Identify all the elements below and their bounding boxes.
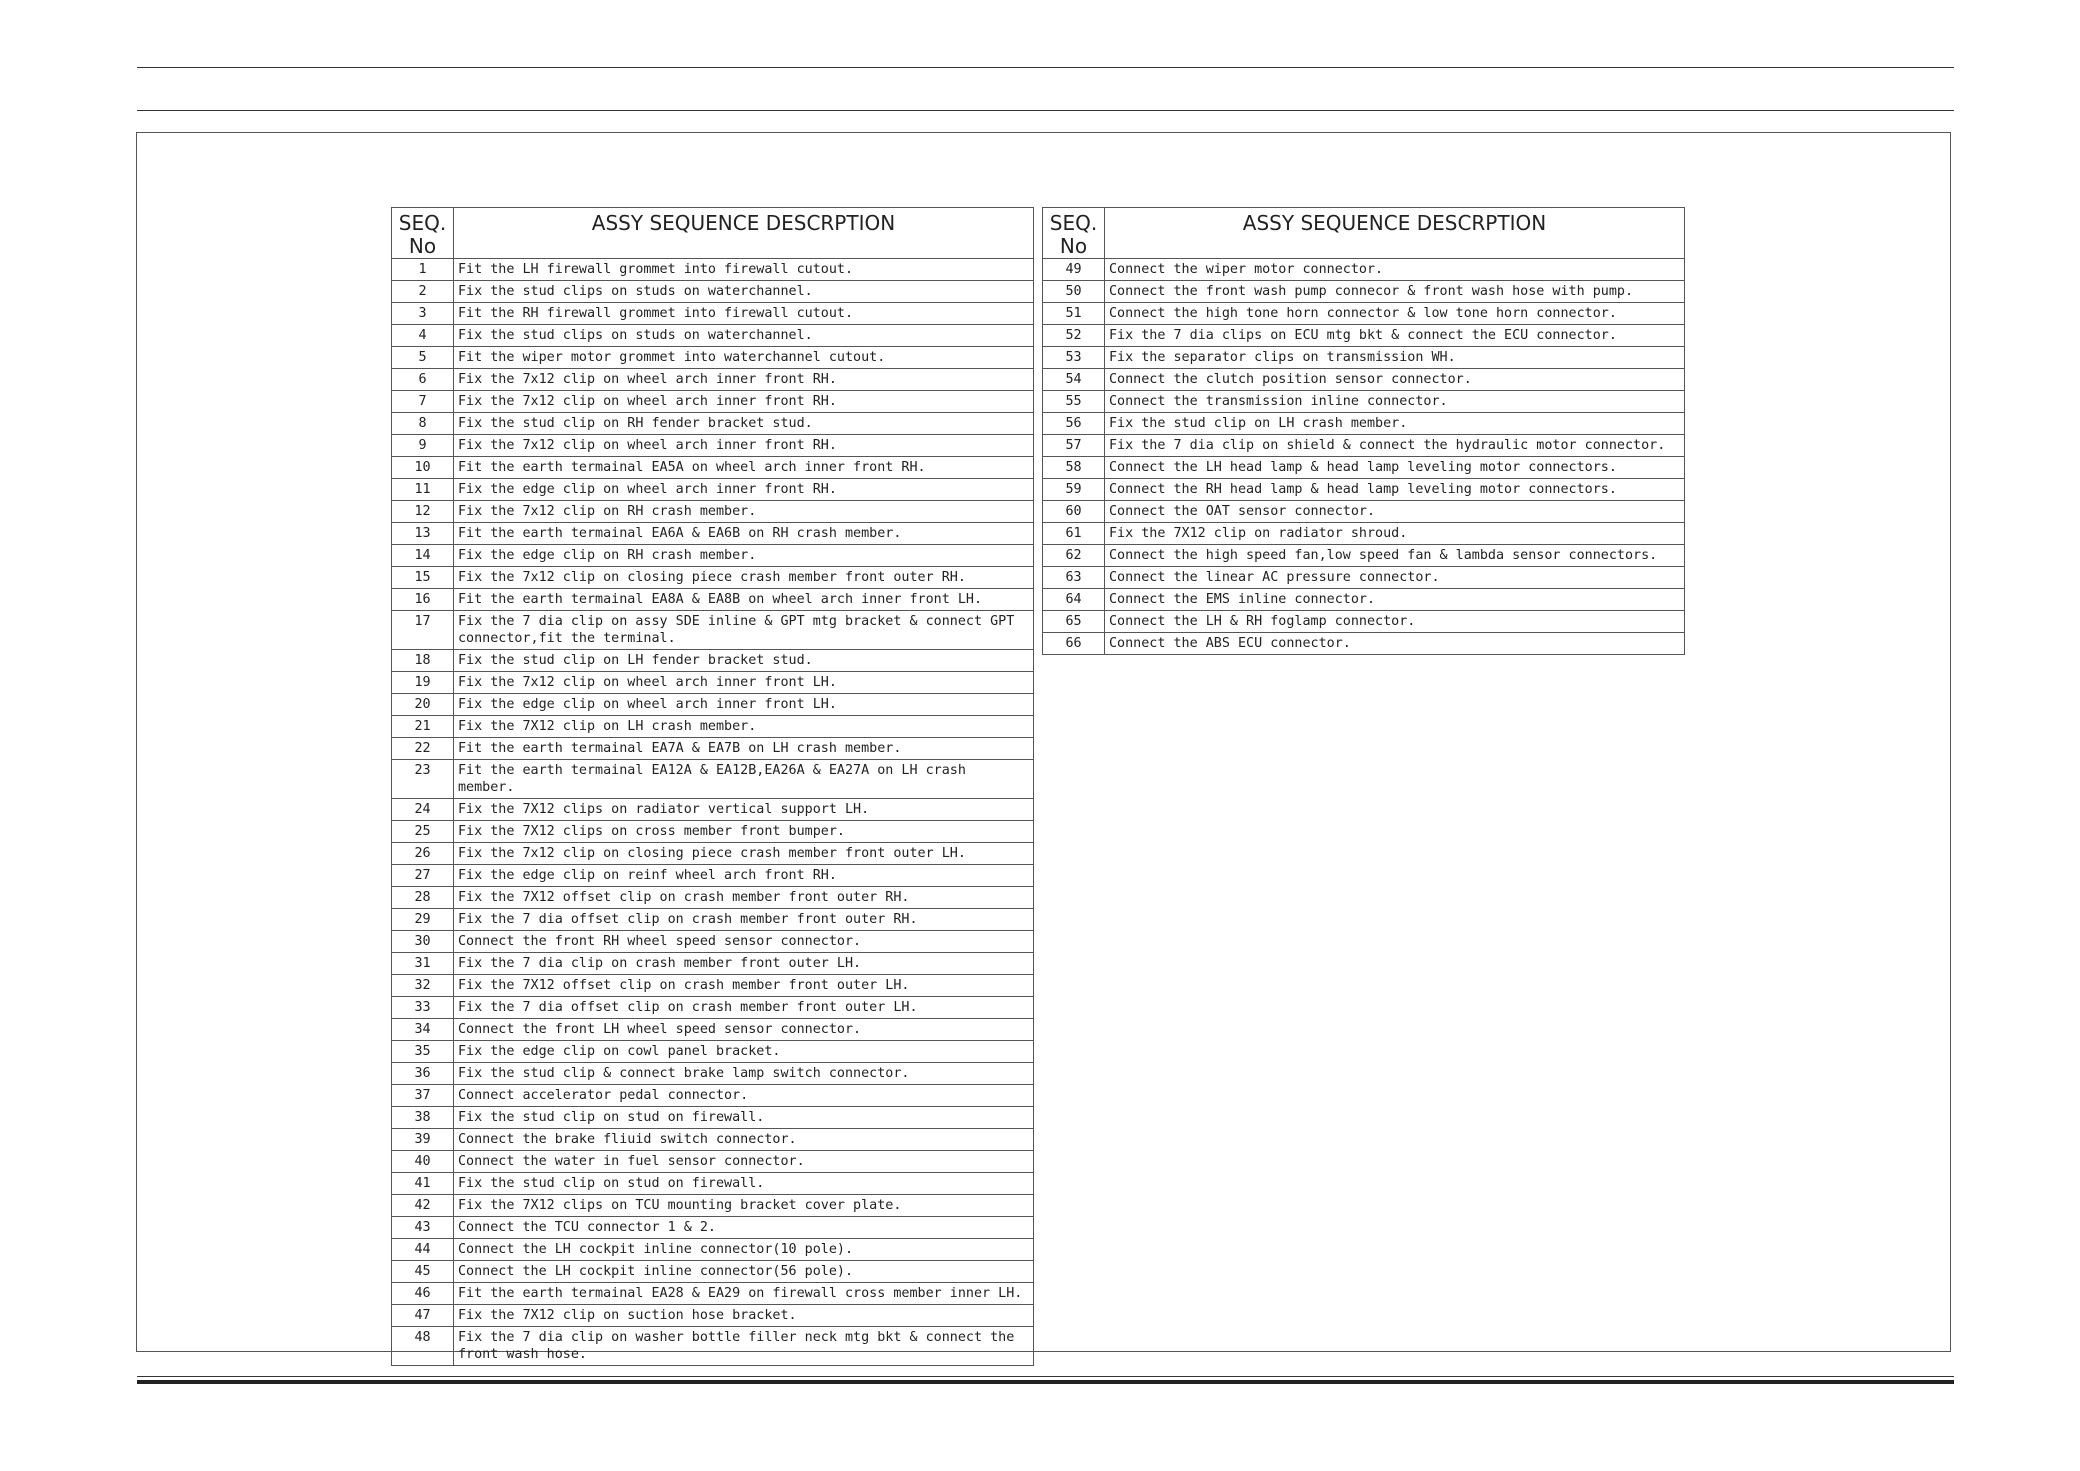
seq-number-cell: 47 [392, 1305, 454, 1327]
description-cell: Connect the RH head lamp & head lamp leveling motor connectors. [1105, 479, 1685, 501]
seq-number-cell: 22 [392, 738, 454, 760]
description-cell: Fix the 7X12 offset clip on crash member front outer RH. [454, 887, 1034, 909]
description-cell: Connect the clutch position sensor connector. [1105, 369, 1685, 391]
description-cell: Fix the 7X12 clip on suction hose bracket. [454, 1305, 1034, 1327]
table-row [392, 259, 1034, 281]
assy-sequence-table-right [1042, 207, 1685, 655]
assy-sequence-table-left [391, 207, 1034, 1366]
no-label: No [408, 234, 437, 258]
table-row [1043, 391, 1685, 413]
seq-number-cell: 15 [392, 567, 454, 589]
seq-number-cell: 2 [392, 281, 454, 303]
description-cell: Connect the brake fliuid switch connector. [454, 1129, 1034, 1151]
description-cell: Connect the LH & RH foglamp connector. [1105, 611, 1685, 633]
seq-number-cell: 8 [392, 413, 454, 435]
seq-number-cell: 54 [1043, 369, 1105, 391]
description-cell: Fix the stud clip on LH crash member. [1105, 413, 1685, 435]
table-body-right [1043, 259, 1685, 655]
table-row [392, 545, 1034, 567]
seq-number-cell: 32 [392, 975, 454, 997]
description-cell: Fit the earth termainal EA28 & EA29 on firewall cross member inner LH. [454, 1283, 1034, 1305]
footer-thick-rule [137, 1380, 1954, 1384]
description-cell: Connect the front LH wheel speed sensor connector. [454, 1019, 1034, 1041]
description-cell: Connect the front wash pump connecor & front wash hose with pump. [1105, 281, 1685, 303]
table-row [1043, 303, 1685, 325]
seq-number-cell: 51 [1043, 303, 1105, 325]
description-cell: Fix the edge clip on reinf wheel arch front RH. [454, 865, 1034, 887]
description-cell: Connect the wiper motor connector. [1105, 259, 1685, 281]
table-row [1043, 281, 1685, 303]
table-header-row [392, 208, 1034, 259]
description-cell: Fix the stud clip on stud on firewall. [454, 1107, 1034, 1129]
table-row [392, 865, 1034, 887]
table-row [392, 1195, 1034, 1217]
description-cell: Fix the edge clip on cowl panel bracket. [454, 1041, 1034, 1063]
description-cell: Fix the stud clip on stud on firewall. [454, 1173, 1034, 1195]
table-row [392, 909, 1034, 931]
description-cell: Fix the separator clips on transmission WH. [1105, 347, 1685, 369]
table-row [392, 799, 1034, 821]
seq-number-cell: 28 [392, 887, 454, 909]
seq-number-cell: 33 [392, 997, 454, 1019]
table-row [392, 672, 1034, 694]
description-header: ASSY SEQUENCE DESCRPTION [454, 208, 1034, 259]
description-cell: Fix the 7x12 clip on RH crash member. [454, 501, 1034, 523]
table-row [392, 479, 1034, 501]
seq-number-cell: 53 [1043, 347, 1105, 369]
seq-number-cell: 60 [1043, 501, 1105, 523]
description-cell: Connect the LH cockpit inline connector(56 pole). [454, 1261, 1034, 1283]
description-cell: Connect the OAT sensor connector. [1105, 501, 1685, 523]
seq-number-cell: 37 [392, 1085, 454, 1107]
description-cell: Fix the 7 dia clips on ECU mtg bkt & connect the ECU connector. [1105, 325, 1685, 347]
description-header: ASSY SEQUENCE DESCRPTION [1105, 208, 1685, 259]
table-row [392, 1239, 1034, 1261]
description-cell: Fix the stud clips on studs on waterchannel. [454, 281, 1034, 303]
table-row [392, 523, 1034, 545]
table-row [392, 1261, 1034, 1283]
table-row [1043, 435, 1685, 457]
seq-number-cell: 19 [392, 672, 454, 694]
seq-number-cell: 34 [392, 1019, 454, 1041]
seq-no-header [392, 208, 454, 259]
description-cell: Fix the 7 dia clip on crash member front outer LH. [454, 953, 1034, 975]
footer-thin-rule [137, 1376, 1954, 1377]
seq-number-cell: 18 [392, 650, 454, 672]
seq-number-cell: 45 [392, 1261, 454, 1283]
seq-number-cell: 58 [1043, 457, 1105, 479]
seq-number-cell: 27 [392, 865, 454, 887]
description-cell: Connect the LH head lamp & head lamp leveling motor connectors. [1105, 457, 1685, 479]
seq-number-cell: 26 [392, 843, 454, 865]
description-cell: Fix the stud clip on RH fender bracket stud. [454, 413, 1034, 435]
description-cell: Fit the earth termainal EA5A on wheel arch inner front RH. [454, 457, 1034, 479]
table-row [392, 1107, 1034, 1129]
description-cell: Fix the 7x12 clip on closing piece crash member front outer LH. [454, 843, 1034, 865]
description-cell: Fit the earth termainal EA8A & EA8B on wheel arch inner front LH. [454, 589, 1034, 611]
description-cell: Fix the stud clip on LH fender bracket stud. [454, 650, 1034, 672]
seq-number-cell: 44 [392, 1239, 454, 1261]
description-cell: Fit the earth termainal EA12A & EA12B,EA26A & EA27A on LH crash member. [454, 760, 1034, 799]
seq-number-cell: 24 [392, 799, 454, 821]
description-cell: Connect the LH cockpit inline connector(10 pole). [454, 1239, 1034, 1261]
description-cell: Connect the high speed fan,low speed fan & lambda sensor connectors. [1105, 545, 1685, 567]
table-row [392, 931, 1034, 953]
table-row [1043, 545, 1685, 567]
seq-number-cell: 4 [392, 325, 454, 347]
seq-number-cell: 21 [392, 716, 454, 738]
seq-number-cell: 57 [1043, 435, 1105, 457]
description-cell: Fix the 7X12 clips on radiator vertical support LH. [454, 799, 1034, 821]
no-label: No [1059, 234, 1088, 258]
seq-number-cell: 55 [1043, 391, 1105, 413]
table-row [392, 281, 1034, 303]
description-cell: Connect accelerator pedal connector. [454, 1085, 1034, 1107]
seq-number-cell: 49 [1043, 259, 1105, 281]
table-row [392, 1129, 1034, 1151]
table-row [392, 1019, 1034, 1041]
table-row [392, 1085, 1034, 1107]
table-row [392, 738, 1034, 760]
seq-number-cell: 62 [1043, 545, 1105, 567]
table-row [392, 435, 1034, 457]
table-row [1043, 523, 1685, 545]
table-row [392, 760, 1034, 799]
seq-number-cell: 17 [392, 611, 454, 650]
seq-number-cell: 10 [392, 457, 454, 479]
table-row [1043, 611, 1685, 633]
table-row [1043, 259, 1685, 281]
table-row [392, 369, 1034, 391]
seq-no-header [1043, 208, 1105, 259]
description-cell: Fix the 7X12 clip on radiator shroud. [1105, 523, 1685, 545]
seq-label: SEQ. [398, 211, 447, 235]
description-cell: Fix the 7x12 clip on closing piece crash member front outer RH. [454, 567, 1034, 589]
seq-number-cell: 12 [392, 501, 454, 523]
seq-number-cell: 42 [392, 1195, 454, 1217]
seq-number-cell: 59 [1043, 479, 1105, 501]
seq-number-cell: 3 [392, 303, 454, 325]
description-cell: Fix the 7X12 clip on LH crash member. [454, 716, 1034, 738]
table-row [1043, 501, 1685, 523]
description-cell: Fit the LH firewall grommet into firewall cutout. [454, 259, 1034, 281]
seq-number-cell: 11 [392, 479, 454, 501]
seq-number-cell: 6 [392, 369, 454, 391]
description-cell: Connect the ABS ECU connector. [1105, 633, 1685, 655]
description-cell: Fix the 7X12 clips on cross member front bumper. [454, 821, 1034, 843]
table-row [392, 975, 1034, 997]
seq-number-cell: 1 [392, 259, 454, 281]
description-cell: Fix the 7 dia clip on washer bottle filler neck mtg bkt & connect the front wash hose. [454, 1327, 1034, 1366]
table-header-row [1043, 208, 1685, 259]
seq-number-cell: 20 [392, 694, 454, 716]
seq-number-cell: 9 [392, 435, 454, 457]
description-cell: Fit the earth termainal EA7A & EA7B on LH crash member. [454, 738, 1034, 760]
description-cell: Fix the 7x12 clip on wheel arch inner front RH. [454, 391, 1034, 413]
description-cell: Fix the stud clip & connect brake lamp switch connector. [454, 1063, 1034, 1085]
description-cell: Fix the 7 dia offset clip on crash member front outer RH. [454, 909, 1034, 931]
table-row [1043, 369, 1685, 391]
description-cell: Connect the transmission inline connector. [1105, 391, 1685, 413]
seq-number-cell: 38 [392, 1107, 454, 1129]
top-rule [137, 67, 1954, 68]
table-row [392, 821, 1034, 843]
table-row [1043, 589, 1685, 611]
seq-number-cell: 30 [392, 931, 454, 953]
table-row [392, 303, 1034, 325]
description-cell: Fix the 7X12 clips on TCU mounting bracket cover plate. [454, 1195, 1034, 1217]
description-cell: Fix the 7X12 offset clip on crash member front outer LH. [454, 975, 1034, 997]
seq-number-cell: 5 [392, 347, 454, 369]
seq-number-cell: 14 [392, 545, 454, 567]
table-row [392, 1041, 1034, 1063]
table-row [392, 997, 1034, 1019]
table-row [392, 1283, 1034, 1305]
seq-number-cell: 52 [1043, 325, 1105, 347]
table-row [392, 953, 1034, 975]
description-cell: Fit the RH firewall grommet into firewall cutout. [454, 303, 1034, 325]
description-cell: Fit the wiper motor grommet into waterchannel cutout. [454, 347, 1034, 369]
table-row [392, 716, 1034, 738]
table-row [392, 1151, 1034, 1173]
table-row [392, 457, 1034, 479]
seq-number-cell: 40 [392, 1151, 454, 1173]
table-row [392, 1327, 1034, 1366]
table-row [392, 1305, 1034, 1327]
seq-number-cell: 56 [1043, 413, 1105, 435]
description-cell: Connect the linear AC pressure connector. [1105, 567, 1685, 589]
table-row [392, 391, 1034, 413]
seq-number-cell: 36 [392, 1063, 454, 1085]
description-cell: Fix the edge clip on RH crash member. [454, 545, 1034, 567]
description-cell: Fix the edge clip on wheel arch inner front LH. [454, 694, 1034, 716]
description-cell: Fix the 7x12 clip on wheel arch inner front RH. [454, 435, 1034, 457]
description-cell: Fix the edge clip on wheel arch inner front RH. [454, 479, 1034, 501]
description-cell: Fix the 7 dia clip on assy SDE inline & GPT mtg bracket & connect GPT connector,fit the terminal. [454, 611, 1034, 650]
table-row [1043, 457, 1685, 479]
seq-number-cell: 64 [1043, 589, 1105, 611]
seq-number-cell: 29 [392, 909, 454, 931]
description-cell: Connect the water in fuel sensor connector. [454, 1151, 1034, 1173]
table-row [392, 1063, 1034, 1085]
table-row [392, 1217, 1034, 1239]
seq-number-cell: 61 [1043, 523, 1105, 545]
table-row [1043, 347, 1685, 369]
table-row [1043, 633, 1685, 655]
table-row [392, 413, 1034, 435]
header-rule [137, 110, 1954, 111]
description-cell: Connect the high tone horn connector & low tone horn connector. [1105, 303, 1685, 325]
seq-number-cell: 65 [1043, 611, 1105, 633]
table-row [392, 650, 1034, 672]
table-row [1043, 567, 1685, 589]
seq-number-cell: 25 [392, 821, 454, 843]
table-row [392, 694, 1034, 716]
seq-number-cell: 63 [1043, 567, 1105, 589]
description-cell: Fix the 7x12 clip on wheel arch inner front RH. [454, 369, 1034, 391]
seq-number-cell: 48 [392, 1327, 454, 1366]
table-row [392, 325, 1034, 347]
table-row [1043, 325, 1685, 347]
seq-number-cell: 43 [392, 1217, 454, 1239]
seq-number-cell: 46 [392, 1283, 454, 1305]
description-cell: Fix the 7x12 clip on wheel arch inner front LH. [454, 672, 1034, 694]
seq-number-cell: 66 [1043, 633, 1105, 655]
description-cell: Fix the 7 dia clip on shield & connect the hydraulic motor connector. [1105, 435, 1685, 457]
table-row [1043, 413, 1685, 435]
description-cell: Fix the 7 dia offset clip on crash member front outer LH. [454, 997, 1034, 1019]
table-row [392, 887, 1034, 909]
table-row [1043, 479, 1685, 501]
table-row [392, 567, 1034, 589]
seq-number-cell: 7 [392, 391, 454, 413]
table-row [392, 501, 1034, 523]
table-row [392, 589, 1034, 611]
seq-number-cell: 50 [1043, 281, 1105, 303]
seq-number-cell: 13 [392, 523, 454, 545]
seq-number-cell: 39 [392, 1129, 454, 1151]
table-body-left [392, 259, 1034, 1366]
table-row [392, 611, 1034, 650]
seq-label: SEQ. [1049, 211, 1098, 235]
seq-number-cell: 23 [392, 760, 454, 799]
seq-number-cell: 31 [392, 953, 454, 975]
table-row [392, 1173, 1034, 1195]
description-cell: Connect the EMS inline connector. [1105, 589, 1685, 611]
description-cell: Connect the TCU connector 1 & 2. [454, 1217, 1034, 1239]
seq-number-cell: 16 [392, 589, 454, 611]
seq-number-cell: 35 [392, 1041, 454, 1063]
table-row [392, 347, 1034, 369]
description-cell: Connect the front RH wheel speed sensor connector. [454, 931, 1034, 953]
description-cell: Fix the stud clips on studs on waterchannel. [454, 325, 1034, 347]
description-cell: Fit the earth termainal EA6A & EA6B on RH crash member. [454, 523, 1034, 545]
seq-number-cell: 41 [392, 1173, 454, 1195]
table-row [392, 843, 1034, 865]
